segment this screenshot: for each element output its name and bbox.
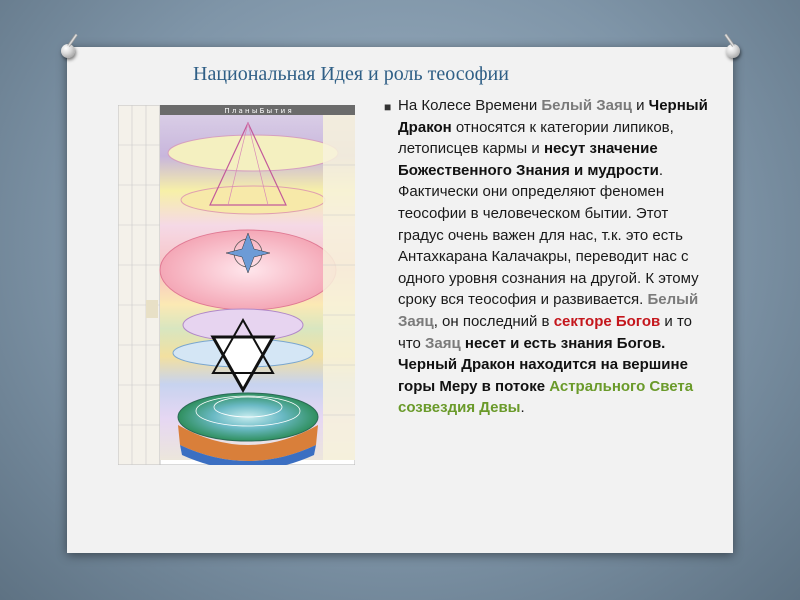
text-run: секторе Богов bbox=[553, 312, 661, 330]
text-run: и то что bbox=[398, 312, 693, 352]
text-run: Астрального Света созвездия Девы bbox=[398, 377, 694, 417]
text-run: , он последний в bbox=[433, 312, 554, 330]
text-run: несут значение Божественного Знания и мудрости bbox=[398, 140, 659, 179]
slide-title: Национальная Идея и роль теософии bbox=[193, 63, 509, 85]
text-run: несет и есть знания Богов. Черный Дракон находится на вершине горы Меру в потоке bbox=[398, 334, 688, 395]
bullet-icon: ■ bbox=[384, 100, 392, 114]
text-run: . Фактически они определяют феномен теософии в человеческом бытии. Этот градус очень важен для нас, т.к. это есть Антахкарана Калачакры, переводит нас с одного уровня сознания на другой. К этому сроку вся теософия и развивается. bbox=[398, 161, 699, 309]
text-run: Черный Дракон bbox=[398, 97, 708, 136]
text-run: На Колесе Времени bbox=[398, 97, 542, 114]
text-run: Заяц bbox=[425, 334, 461, 352]
paragraph bbox=[398, 97, 708, 416]
diagram-svg bbox=[118, 105, 355, 465]
text-run: . bbox=[520, 399, 525, 417]
pushpin-icon bbox=[61, 44, 75, 58]
planes-of-being-diagram bbox=[118, 105, 355, 465]
text-run: относятся к категории липиков, летописцев кармы и bbox=[398, 118, 674, 158]
diagram-heading: П л а н ы Б ы т и я bbox=[224, 107, 292, 115]
pushpin-icon bbox=[726, 44, 740, 58]
text-run: Белый Заяц bbox=[541, 97, 632, 114]
text-run: и bbox=[631, 97, 649, 114]
text-run: Белый Заяц bbox=[398, 291, 699, 330]
body-text bbox=[384, 95, 716, 419]
